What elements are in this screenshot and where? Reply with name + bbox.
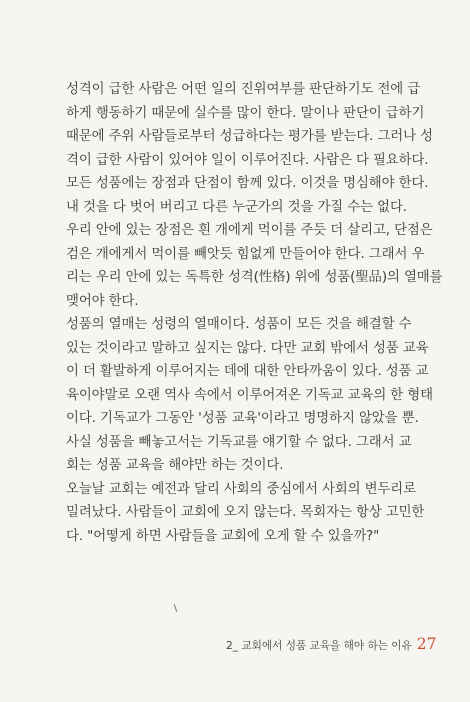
text-line: 리는 우리 안에 있는 독특한 성격(性格) 위에 성품(聖品)의 열매를 bbox=[66, 270, 443, 285]
page-footer bbox=[226, 634, 437, 656]
text-line: 검은 개에게서 먹이를 빼앗듯 힘없게 만들어야 한다. 그래서 우 bbox=[66, 246, 425, 262]
text-line: 밀려났다. 사람들이 교회에 오지 않는다. 목회자는 항상 고민한 bbox=[66, 505, 425, 520]
text-line: 우리 안에 있는 장점은 흰 개에게 먹이를 주듯 더 살리고, 단점은 bbox=[66, 223, 433, 238]
text-line: 성품의 열매는 성령의 열매이다. 성품이 모든 것을 해결할 수 bbox=[66, 317, 412, 332]
text-line: 다. "어떻게 하면 사람들을 교회에 오게 할 수 있을까?" bbox=[66, 528, 380, 544]
text-line: 이 더 활발하게 이루어지는 데에 대한 안타까움이 있다. 성품 교 bbox=[66, 364, 429, 379]
text-line: 맺어야 한다. bbox=[66, 293, 139, 309]
text-line: 때문에 주위 사람들로부터 성급하다는 평가를 받는다. 그러나 성 bbox=[66, 129, 433, 144]
text-line: 격이 급한 사람이 있어야 일이 이루어진다. 사람은 다 필요하다. bbox=[66, 152, 429, 168]
text-line: 오늘날 교회는 예전과 달리 사회의 중심에서 사회의 변두리로 bbox=[66, 481, 416, 497]
text-line: 내 것을 다 벗어 버리고 다른 누군가의 것을 가질 수는 없다. bbox=[66, 199, 407, 215]
text-line: 모든 성품에는 장점과 단점이 함께 있다. 이것을 명심해야 한다. bbox=[66, 176, 429, 191]
chapter-running-title: 2_ 교회에서 성품 교육을 해야 하는 이유 bbox=[226, 640, 412, 652]
text-line: 성격이 급한 사람은 어떤 일의 진위여부를 판단하기도 전에 급 bbox=[66, 82, 421, 97]
page-number: 27 bbox=[416, 635, 437, 653]
ink-mark bbox=[174, 604, 177, 612]
text-line: 이다. 기독교가 그동안 '성품 교육'이라고 명명하지 않았을 뿐. bbox=[66, 411, 419, 426]
text-line: 하게 행동하기 때문에 실수를 많이 한다. 말이나 판단이 급하기 bbox=[66, 105, 425, 121]
text-line: 있는 것이라고 말하고 싶지는 않다. 다만 교회 밖에서 성품 교육 bbox=[66, 340, 429, 356]
text-line: 사실 성품을 빼놓고서는 기독교를 얘기할 수 없다. 그래서 교 bbox=[66, 434, 412, 450]
text-line: 회는 성품 교육을 해야만 하는 것이다. bbox=[66, 458, 284, 473]
text-line: 육이야말로 오랜 역사 속에서 이루어져온 기독교 교육의 한 형태 bbox=[66, 387, 433, 403]
body-text bbox=[66, 78, 443, 548]
